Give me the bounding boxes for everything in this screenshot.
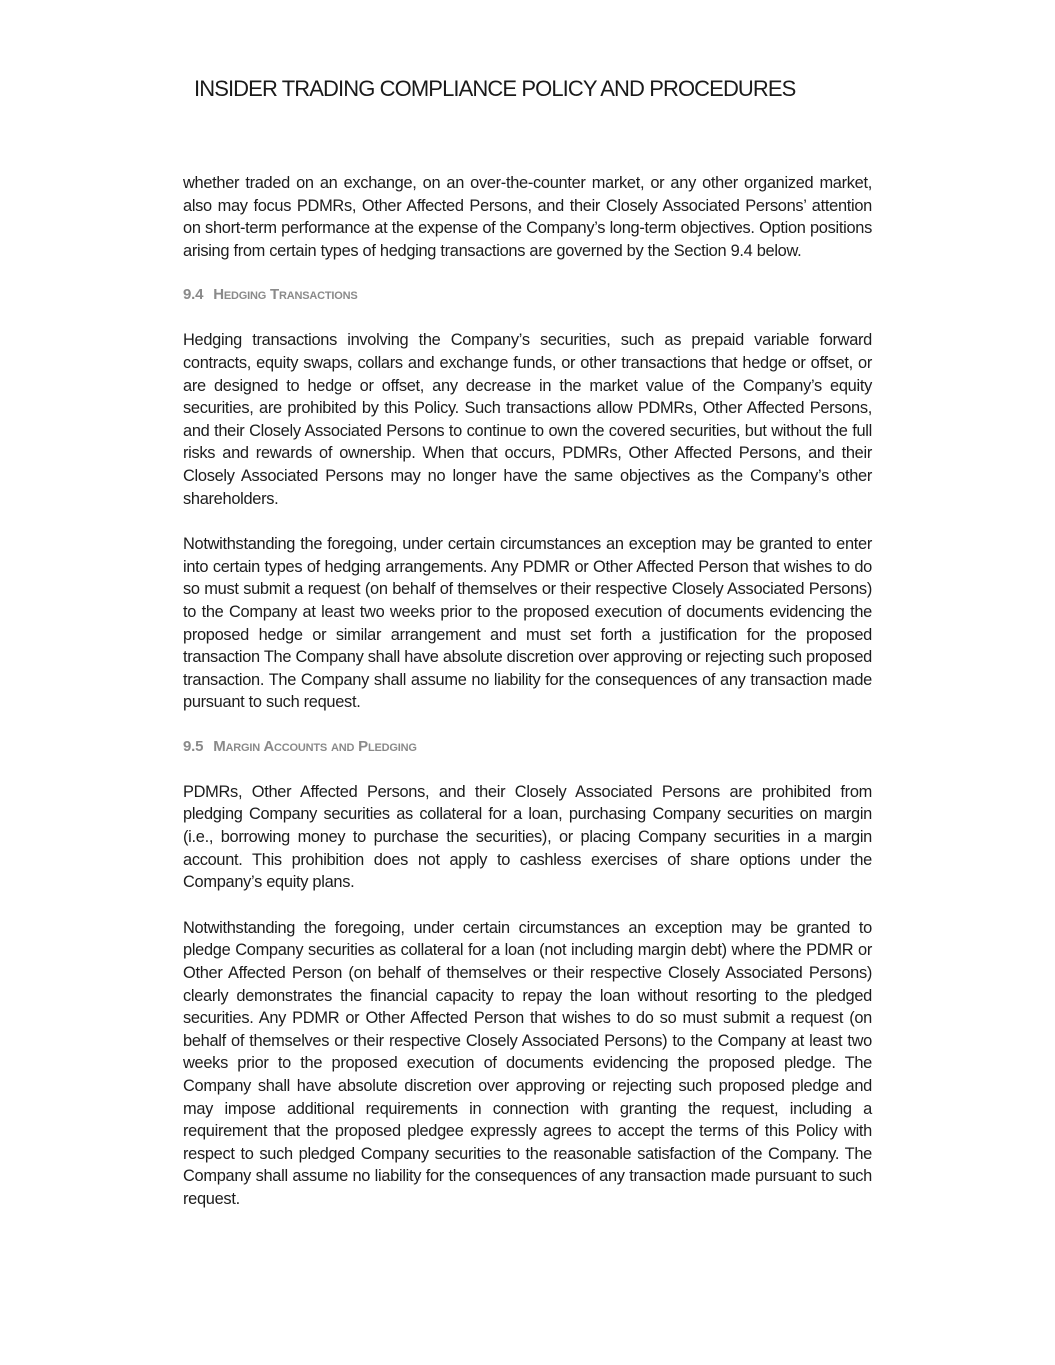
section-title: Margin Accounts and Pledging <box>213 737 417 755</box>
spacer <box>183 758 872 781</box>
margin-paragraph-1: PDMRs, Other Affected Persons, and their Closely Associated Persons are prohibited from pledging Company securities as collateral for a loan, purchasing Company securities on margin (i.e., borrowing money to purchase the securities), or placing Company securities in a margin account. This prohibition does not apply to cashless exercises of share options under the Company’s equity plans. <box>183 782 872 892</box>
hedging-paragraph-2: Notwithstanding the foregoing, under certain circumstances an exception may be granted to enter into certain types of hedging arrangements. Any PDMR or Other Affected Person that wishes to do so must submit a request (on behalf of themselves or their respective Closely Associated Persons) to the Company at least two weeks prior to the proposed execution of documents evidencing the proposed hedge or similar arrangement and must set forth a justification for the proposed transaction The Company shall have absolute discretion over approving or rejecting such proposed transaction. The Company shall assume no liability for the consequences of any transaction made pursuant to such request. <box>183 535 872 712</box>
intro-paragraph: whether traded on an exchange, on an over-the-counter market, or any other organized market, also may focus PDMRs, Other Affected Persons, and their Closely Associated Persons’ attention on short-term performance at the expense of the Company’s long-term objectives. Option positions arising from certain types of hedging transactions are governed by the Section 9.4 below. <box>183 174 872 260</box>
spacer <box>183 306 872 329</box>
section-heading-9-5 <box>183 736 872 758</box>
margin-paragraph-2: Notwithstanding the foregoing, under certain circumstances an exception may be granted to pledge Company securities as collateral for a loan (not including margin debt) where the PDMR or Other Affected Person (on behalf of themselves or their respective Closely Associated Persons) clearly demonstrates the financial capacity to repay the loan without resorting to the pledged securities. Any PDMR or Other Affected Person that wishes to do so must submit a request (on behalf of themselves or their respective Closely Associated Persons) to the Company at least two weeks prior to the proposed execution of documents evidencing the proposed pledge. The Company shall have absolute discretion over approving or rejecting such proposed pledge and may impose additional requirements in connection with granting the request, including a requirement that the proposed pledgee expressly agrees to accept the terms of this Policy with respect to such pledged Company securities to the reasonable satisfaction of the Company. The Company shall assume no liability for the consequences of any transaction made pursuant to such request. <box>183 918 872 1208</box>
spacer <box>183 714 872 736</box>
section-number: 9.5 <box>183 737 204 755</box>
spacer <box>183 262 872 284</box>
spacer <box>183 894 872 917</box>
hedging-paragraph-1: Hedging transactions involving the Company’s securities, such as prepaid variable forward contracts, equity swaps, collars and exchange funds, or other transactions that hedge or offset, or are designed to hedge or offset, any decrease in the market value of the Company’s equity securities, are prohibited by this Policy. Such transactions allow PDMRs, Other Affected Persons, and their Closely Associated Persons to continue to own the covered securities, but without the full risks and rewards of ownership. When that occurs, PDMRs, Other Affected Persons, and their Closely Associated Persons may no longer have the same objectives as the Company’s other shareholders. <box>183 331 872 508</box>
spacer <box>183 510 872 533</box>
section-title: Hedging Transactions <box>213 286 358 304</box>
running-header: INSIDER TRADING COMPLIANCE POLICY AND PROCEDURES <box>194 76 796 101</box>
section-number: 9.4 <box>183 286 204 304</box>
section-heading-9-4 <box>183 284 872 306</box>
page-body <box>183 172 872 1211</box>
